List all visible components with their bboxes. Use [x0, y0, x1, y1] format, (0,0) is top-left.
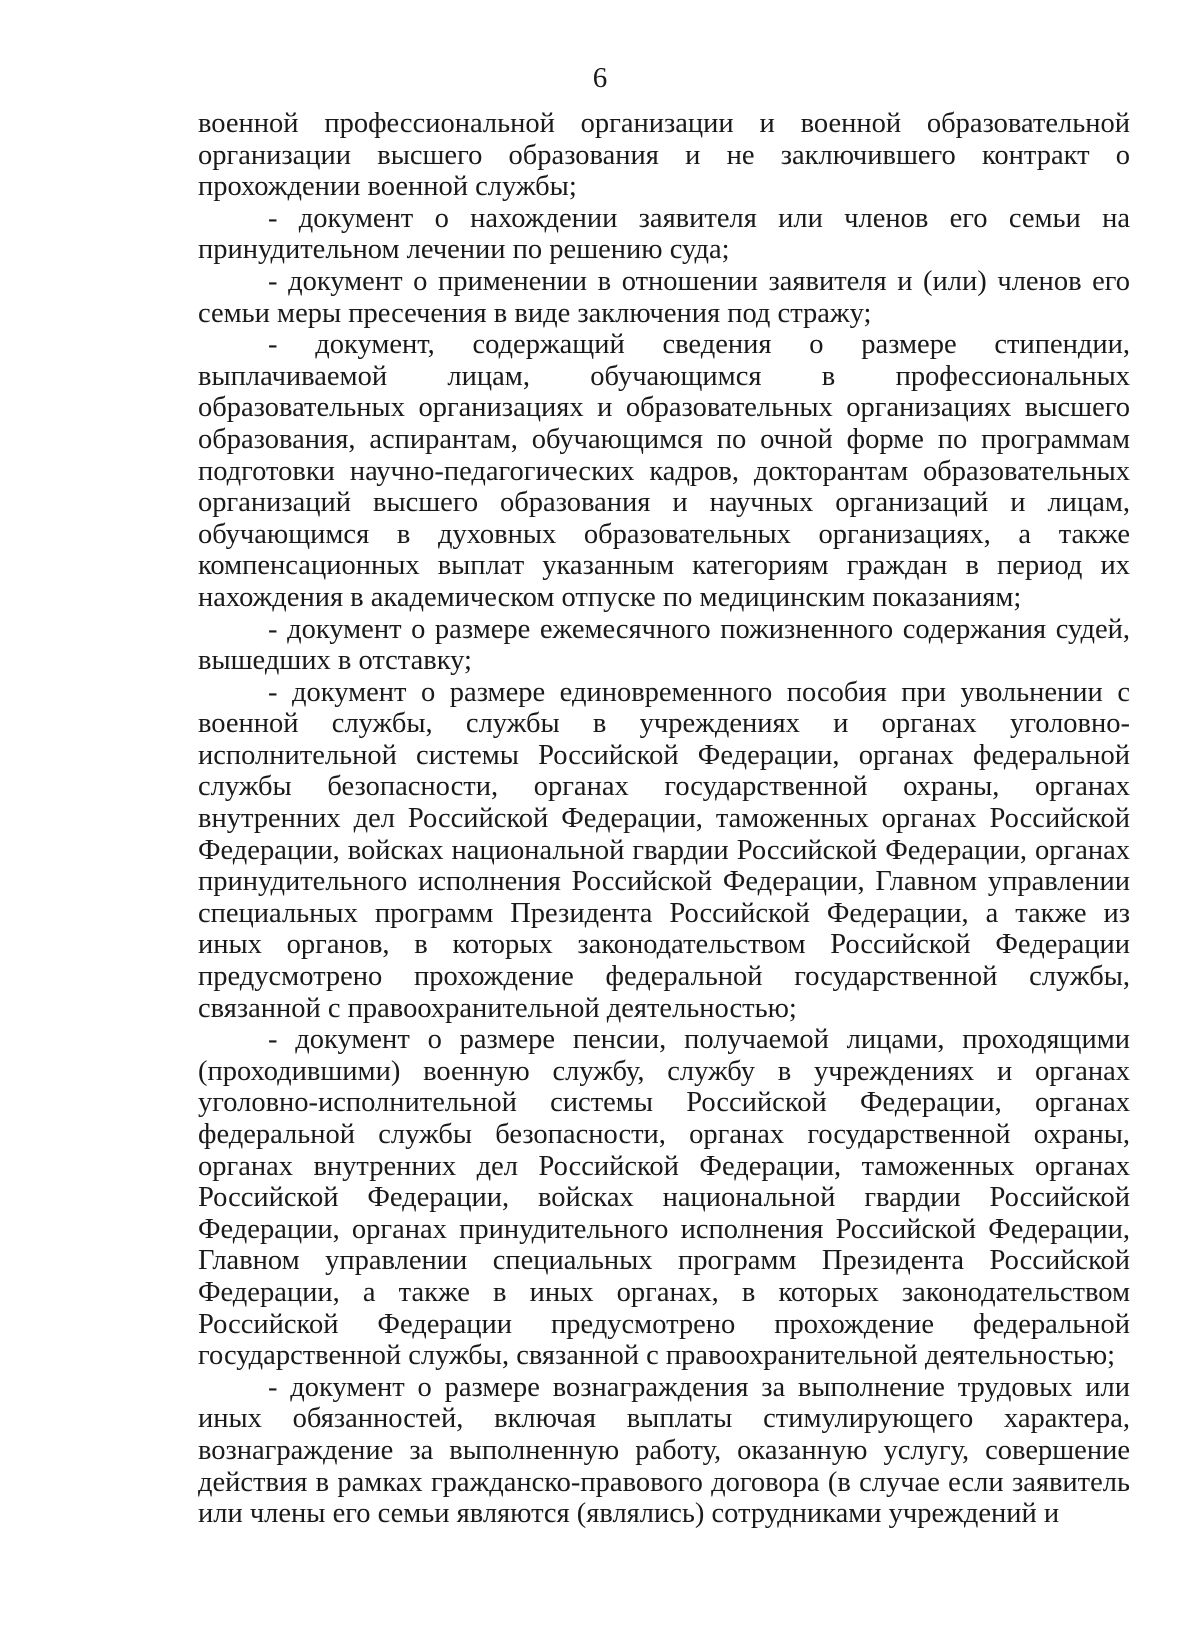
document-body: [198, 108, 1130, 1530]
paragraph-detention-document: - документ о применении в отношении заявителя и (или) членов его семьи меры пресечения в виде заключения под стражу;: [198, 265, 1130, 329]
paragraph-continuation: военной профессиональной организации и военной образовательной организации высшего образования и не заключившего контракт о прохождении военной службы;: [198, 108, 1130, 203]
paragraph-dismissal-benefit-document: - документ о размере единовременного пособия при увольнении с военной службы, службы в учреждениях и органах уголовно-исполнительной системы Российской Федерации, органах федеральной службы безопасности, органах государственной охраны, органах внутренних дел Российской Федерации, таможенных органах Российской Федерации, войсках национальной гвардии Российской Федерации, органах принудительного исполнения Российской Федерации, Главном управлении специальных программ Президента Российской Федерации, а также из иных органов, в которых законодательством Российской Федерации предусмотрено прохождение федеральной государственной службы, связанной с правоохранительной деятельностью;: [198, 676, 1130, 1024]
paragraph-stipend-document: - документ, содержащий сведения о размере стипендии, выплачиваемой лицам, обучающимся в профессиональных образовательных организациях и образовательных организациях высшего образования, аспирантам, обучающимся по очной форме по программам подготовки научно-педагогических кадров, докторантам образовательных организаций высшего образования и научных организаций и лицам, обучающимся в духовных образовательных организациях, а также компенсационных выплат указанным категориям граждан в период их нахождения в академическом отпуске по медицинским показаниям;: [198, 329, 1130, 613]
paragraph-remuneration-document: - документ о размере вознаграждения за выполнение трудовых или иных обязанностей, включая выплаты стимулирующего характера, вознаграждение за выполненную работу, оказанную услугу, совершение действия в рамках гражданско-правового договора (в случае если заявитель или члены его семьи являются (являлись) сотрудниками учреждений и: [198, 1371, 1130, 1530]
paragraph-judges-allowance-document: - документ о размере ежемесячного пожизненного содержания судей, вышедших в отставку;: [198, 613, 1130, 677]
page-number: 6: [592, 62, 608, 94]
paragraph-compulsory-treatment-document: - документ о нахождении заявителя или членов его семьи на принудительном лечении по решению суда;: [198, 202, 1130, 266]
paragraph-pension-document: - документ о размере пенсии, получаемой лицами, проходящими (проходившими) военную службу, службу в учреждениях и органах уголовно-исполнительной системы Российской Федерации, органах федеральной службы безопасности, органах государственной охраны, органах внутренних дел Российской Федерации, таможенных органах Российской Федерации, войсках национальной гвардии Российской Федерации, органах принудительного исполнения Российской Федерации, Главном управлении специальных программ Президента Российской Федерации, а также в иных органах, в которых законодательством Российской Федерации предусмотрено прохождение федеральной государственной службы, связанной с правоохранительной деятельностью;: [198, 1024, 1130, 1372]
